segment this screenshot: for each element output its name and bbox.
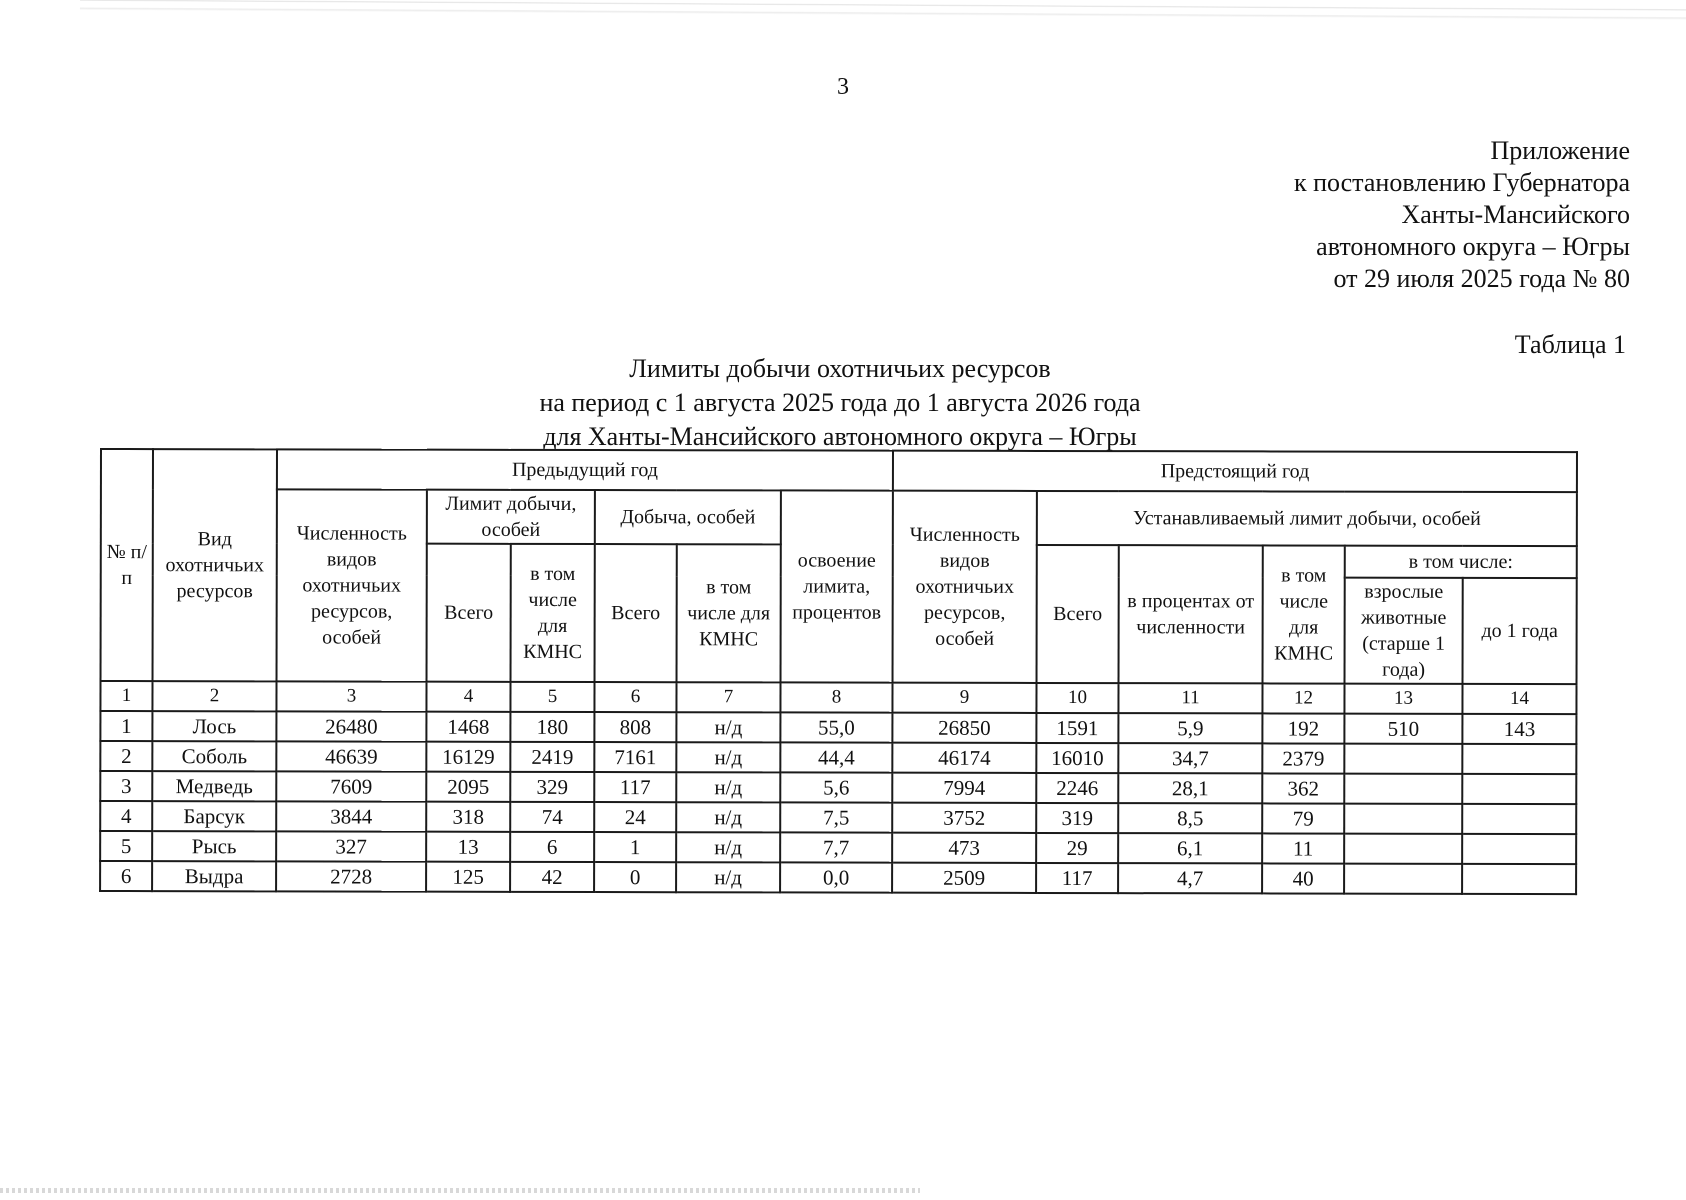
cell-next-limit-kmns: 11 (1262, 833, 1344, 863)
cell-prev-limit-kmns: 74 (510, 802, 594, 832)
header-next-limit-percent: в процентах от численности (1119, 545, 1263, 683)
header-prev-limit: Лимит добычи, особей (427, 490, 595, 544)
cell-prev-harvest-kmns: н/д (676, 862, 780, 892)
cell-next-limit-kmns: 40 (1262, 863, 1344, 893)
cell-next-population: 7994 (892, 773, 1036, 803)
cell-prev-limit-kmns: 6 (510, 832, 594, 862)
cell-next-limit-total: 117 (1036, 863, 1118, 893)
header-prev-limit-total: Всего (427, 544, 511, 682)
header-limit-utilization: освоение лимита, процентов (781, 490, 893, 682)
cell-next-limit-percent: 28,1 (1118, 773, 1262, 803)
cell-prev-harvest-total: 7161 (594, 742, 676, 772)
column-number: 6 (594, 682, 676, 712)
cell-adults (1344, 774, 1462, 804)
cell-utilization: 0,0 (780, 862, 892, 892)
cell-adults (1344, 834, 1462, 864)
column-number: 7 (676, 682, 780, 712)
cell-prev-harvest-total: 1 (594, 832, 676, 862)
header-under-one-year: до 1 года (1463, 578, 1577, 684)
header-prev-harvest-kmns: в том числе для КМНС (677, 544, 781, 682)
cell-next-limit-percent: 34,7 (1118, 743, 1262, 773)
header-num: № п/п (101, 449, 153, 681)
cell-adults (1344, 744, 1462, 774)
cell-prev-harvest-kmns: н/д (676, 832, 780, 862)
cell-next-limit-total: 319 (1036, 803, 1118, 833)
cell-species: Выдра (152, 861, 276, 891)
column-number: 12 (1262, 683, 1344, 713)
cell-prev-harvest-total: 808 (594, 712, 676, 742)
cell-under-one-year (1462, 804, 1576, 834)
cell-prev-limit-kmns: 180 (510, 712, 594, 742)
appendix-line: Приложение (1490, 136, 1630, 165)
cell-prev-harvest-total: 0 (594, 862, 676, 892)
header-prev-harvest-total: Всего (595, 544, 677, 682)
cell-prev-population: 46639 (276, 741, 426, 771)
cell-species: Соболь (152, 741, 276, 771)
cell-species: Рысь (152, 831, 276, 861)
cell-num: 1 (100, 711, 152, 741)
cell-next-limit-total: 29 (1036, 833, 1118, 863)
cell-next-limit-kmns: 192 (1262, 713, 1344, 743)
column-number: 2 (152, 681, 276, 711)
cell-num: 4 (100, 801, 152, 831)
cell-next-population: 3752 (892, 803, 1036, 833)
header-next-limit-kmns: в том числе для КМНС (1263, 545, 1345, 683)
column-number: 13 (1344, 684, 1462, 714)
cell-next-limit-percent: 6,1 (1118, 833, 1262, 863)
limits-table (99, 448, 1578, 895)
column-number: 8 (780, 682, 892, 712)
header-prev-harvest: Добыча, особей (595, 490, 781, 544)
cell-prev-limit-total: 125 (426, 862, 510, 892)
cell-utilization: 44,4 (780, 742, 892, 772)
cell-species: Барсук (152, 801, 276, 831)
document-title (440, 352, 1240, 454)
table-label: Таблица 1 (1514, 330, 1626, 359)
cell-prev-harvest-kmns: н/д (676, 712, 780, 742)
cell-next-limit-total: 16010 (1036, 743, 1118, 773)
column-number: 9 (892, 683, 1036, 713)
scan-edge-top (80, 0, 1686, 23)
column-number: 11 (1118, 683, 1262, 713)
cell-prev-population: 3844 (276, 801, 426, 831)
cell-under-one-year (1462, 864, 1576, 894)
cell-next-population: 473 (892, 833, 1036, 863)
table-row (100, 711, 1576, 744)
cell-prev-harvest-total: 117 (594, 772, 676, 802)
cell-next-limit-total: 2246 (1036, 773, 1118, 803)
appendix-line: к постановлению Губернатора (1293, 168, 1630, 197)
cell-under-one-year (1462, 774, 1576, 804)
table-row (100, 861, 1576, 894)
cell-prev-limit-total: 1468 (426, 712, 510, 742)
cell-prev-limit-total: 16129 (426, 742, 510, 772)
header-prev-limit-kmns: в том числе для КМНС (511, 544, 595, 682)
header-next-population: Численность видов охотничьих ресурсов, особей (893, 491, 1037, 683)
cell-utilization: 5,6 (780, 772, 892, 802)
cell-prev-harvest-total: 24 (594, 802, 676, 832)
cell-prev-limit-kmns: 329 (510, 772, 594, 802)
cell-num: 5 (100, 831, 152, 861)
table-row (100, 801, 1576, 834)
cell-prev-population: 327 (276, 831, 426, 861)
title-line: для Ханты-Мансийского автономного округа – Югры (543, 422, 1137, 451)
cell-prev-limit-kmns: 42 (510, 862, 594, 892)
column-number-row (100, 681, 1576, 714)
column-number: 14 (1462, 684, 1576, 714)
cell-adults (1344, 864, 1462, 894)
header-next-limit-total: Всего (1037, 545, 1119, 683)
cell-prev-population: 2728 (276, 861, 426, 891)
cell-next-population: 46174 (892, 743, 1036, 773)
cell-next-limit-total: 1591 (1036, 713, 1118, 743)
column-number: 1 (100, 681, 152, 711)
limits-table-wrapper (99, 448, 1576, 895)
cell-species: Лось (152, 711, 276, 741)
cell-prev-harvest-kmns: н/д (676, 802, 780, 832)
cell-next-limit-percent: 5,9 (1118, 713, 1262, 743)
cell-under-one-year (1462, 834, 1576, 864)
cell-species: Медведь (152, 771, 276, 801)
cell-adults (1344, 804, 1462, 834)
column-number: 4 (426, 682, 510, 712)
column-number: 3 (276, 681, 426, 711)
appendix-block (1294, 135, 1630, 295)
cell-next-population: 26850 (892, 713, 1036, 743)
header-species: Вид охотничьих ресурсов (153, 449, 277, 681)
cell-adults: 510 (1344, 714, 1462, 744)
page-number: 3 (837, 74, 849, 100)
cell-num: 3 (100, 771, 152, 801)
cell-prev-limit-total: 13 (426, 832, 510, 862)
header-previous-year: Предыдущий год (277, 449, 893, 490)
appendix-line: от 29 июля 2025 года № 80 (1333, 264, 1630, 293)
cell-prev-limit-kmns: 2419 (510, 742, 594, 772)
table-row (100, 771, 1576, 804)
appendix-line: автономного округа – Югры (1316, 232, 1630, 261)
cell-prev-population: 7609 (276, 771, 426, 801)
cell-prev-limit-total: 318 (426, 802, 510, 832)
cell-num: 2 (100, 741, 152, 771)
cell-utilization: 7,5 (780, 802, 892, 832)
cell-prev-harvest-kmns: н/д (676, 772, 780, 802)
appendix-line: Ханты-Мансийского (1401, 200, 1630, 229)
cell-under-one-year: 143 (1462, 714, 1576, 744)
scan-edge-bottom (0, 1188, 920, 1193)
title-line: на период с 1 августа 2025 года до 1 августа 2026 года (539, 388, 1141, 417)
cell-prev-harvest-kmns: н/д (676, 742, 780, 772)
title-line: Лимиты добычи охотничьих ресурсов (629, 354, 1051, 383)
header-adults: взрослые животные (старше 1 года) (1345, 578, 1463, 684)
header-including: в том числе: (1345, 546, 1577, 578)
cell-num: 6 (100, 861, 152, 891)
cell-next-limit-kmns: 362 (1262, 773, 1344, 803)
table-row (100, 831, 1576, 864)
header-upcoming-year: Предстоящий год (893, 451, 1577, 492)
cell-next-limit-kmns: 79 (1262, 803, 1344, 833)
column-number: 10 (1036, 683, 1118, 713)
cell-next-limit-kmns: 2379 (1262, 743, 1344, 773)
cell-utilization: 7,7 (780, 832, 892, 862)
cell-prev-population: 26480 (276, 711, 426, 741)
column-number: 5 (510, 682, 594, 712)
table-row (100, 741, 1576, 774)
cell-next-limit-percent: 4,7 (1118, 863, 1262, 893)
cell-utilization: 55,0 (780, 712, 892, 742)
cell-prev-limit-total: 2095 (426, 772, 510, 802)
header-prev-population: Численность видов охотничьих ресурсов, особей (277, 489, 427, 681)
cell-under-one-year (1462, 744, 1576, 774)
header-next-limit: Устанавливаемый лимит добычи, особей (1037, 491, 1577, 546)
cell-next-population: 2509 (892, 863, 1036, 893)
cell-next-limit-percent: 8,5 (1118, 803, 1262, 833)
